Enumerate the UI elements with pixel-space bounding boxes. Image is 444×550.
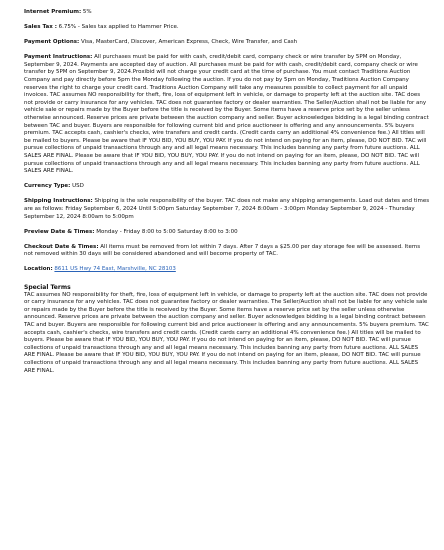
location-link[interactable]: 8611 US Hwy 74 East, Marshville, NC 28103 <box>54 266 176 273</box>
special-terms-section <box>24 292 430 376</box>
preview-label: Preview Date & Times: <box>24 228 95 235</box>
internet-premium-label: Internet Premium: <box>24 9 82 15</box>
sales-tax-value: 6.75% - Sales tax applied to Hammer Price. <box>58 24 179 31</box>
currency-type-value: USD <box>72 183 84 190</box>
payment-instructions-value: All purchases must be paid for with cash, credit/debit card, company check or wire transfer by 5PM on Monday, September 9, 2024. Payments are accepted day of auction. All purchases must be paid for with cash, credit/debit card, company check or wire transfer by 5PM on September 9, 2024.Proxibid will not charge your credit card at the time of purchase. You must contact Traditions Auction Company and pay directly before 5pm the Monday following the auction. If you do not pay by 5pm on Monday, Traditions Auction Company reserves the right to charge your credit card. Traditions Auction Company will take any measures possible to collect payment for all unpaid invoices. TAC assumes NO responsibility for theft, fire, loss of equipment left in vehicle, or damage to property left at the auction site. TAC does not provide or carry insurance for any vehicles. TAC does not guarantee factory or dealer warranties. The Seller/Auction shall not be liable for any vehicle sale or repairs made by the Buyer before the title is received by the Buyer. Some items have a reserve price set by the seller unless otherwise announced. Reserve prices are private between the auction company and seller. Buyer acknowledges bidding is a legal binding contract between TAC and buyer. Buyers are responsible for following current bid and price auctioneer is offering and any announcements. 5% buyers premium. TAC accepts cash, cashier's checks, wire transfers and credit cards. (Credit cards carry an additional 4% convenience fee.) All titles will be mailed to buyers. Please be aware that IF YOU BID, YOU BUY, YOU PAY. If you do not intend on paying for an item, please, DO NOT BID. TAC will pursue collections of unpaid transactions through any and all legal means necessary. This includes banning any party from future auctions. ALL SALES ARE FINAL. Please be aware that IF YOU BID, YOU BUY, YOU PAY. If you do not intend on paying for an item, please, DO NOT BID. TAC will pursue collections of unpaid transactions through any and all legal means necessary. This includes banning any party from future auctions. ALL SALES ARE FINAL. <box>24 54 429 175</box>
checkout-label: Checkout Date & Times: <box>24 243 99 250</box>
location-label: Location: <box>24 266 53 273</box>
shipping-instructions-section <box>24 198 430 221</box>
checkout-value: All items must be removed from lot within 7 days. After 7 days a $25.00 per day storage fee will be assessed. Items not removed within 30 days will be considered abandoned and will become property of TAC. <box>24 243 421 258</box>
payment-options-section <box>24 39 430 47</box>
preview-value: Monday - Friday 8:00 to 5:00 Saturday 8:00 to 3:00 <box>96 228 238 235</box>
sales-tax-section <box>24 24 430 32</box>
payment-options-value: Visa, MasterCard, Discover, American Express, Check, Wire Transfer, and Cash <box>80 39 298 46</box>
payment-instructions-section <box>24 54 430 176</box>
shipping-instructions-label: Shipping Instructions: <box>24 198 93 205</box>
special-terms-title: Special Terms <box>24 284 71 292</box>
preview-section <box>24 229 430 237</box>
shipping-instructions-value: Shipping is the sole responsibility of the buyer. TAC does not make any shipping arrangements. Load out dates and times are as follows: Friday September 6, 2024 Until 5:00pm Saturday September 7, 2024 8:00am - 3:00pm Monday September 9, 2024 - Thursday September 12, 2024 8:00am to 5:00pm <box>24 198 430 220</box>
sales-tax-label: Sales Tax : <box>24 24 57 31</box>
payment-instructions-label: Payment Instructions: <box>24 54 93 61</box>
location-section <box>24 266 430 274</box>
currency-type-label: Currency Type: <box>24 183 71 190</box>
special-terms-text: TAC assumes NO responsibility for theft, fire, loss of equipment left in vehicle, or damage to property left at the auction site. TAC does not provide or carry insurance for any vehicles. TAC does not guarantee factory or dealer warranties. The Seller/Auction shall not be liable for any vehicle sale or repairs made by the Buyer before the title is received by the Buyer. Some items have a reserve price set by the seller unless otherwise announced. Reserve prices are private between the auction company and seller. Buyer acknowledges bidding is a legal binding contract between TAC and buyer. Buyers are responsible for following current bid and price auctioneer is offering and any announcements. 5% buyers premium. TAC accepts cash, cashier's checks, wire transfers and credit cards. (Credit cards carry an additional 4% convenience fee.) All titles will be mailed to buyers. Please be aware that IF YOU BID, YOU BUY, YOU PAY. If you do not intend on paying for an item, please, DO NOT BID. TAC will pursue collections of unpaid transactions through any and all legal means necessary. This includes banning any party from future auctions. ALL SALES ARE FINAL. Please be aware that IF YOU BID, YOU BUY, YOU PAY. If you do not intend on paying for an item, please, DO NOT BID. TAC will pursue collections of unpaid transactions through any and all legal means necessary. This includes banning any party from future auctions. ALL SALES ARE FINAL. <box>24 291 429 374</box>
internet-premium-value: 5% <box>82 9 92 15</box>
internet-premium-section <box>24 9 430 17</box>
currency-type-section <box>24 183 430 191</box>
checkout-section <box>24 244 430 259</box>
payment-options-label: Payment Options: <box>24 39 80 46</box>
